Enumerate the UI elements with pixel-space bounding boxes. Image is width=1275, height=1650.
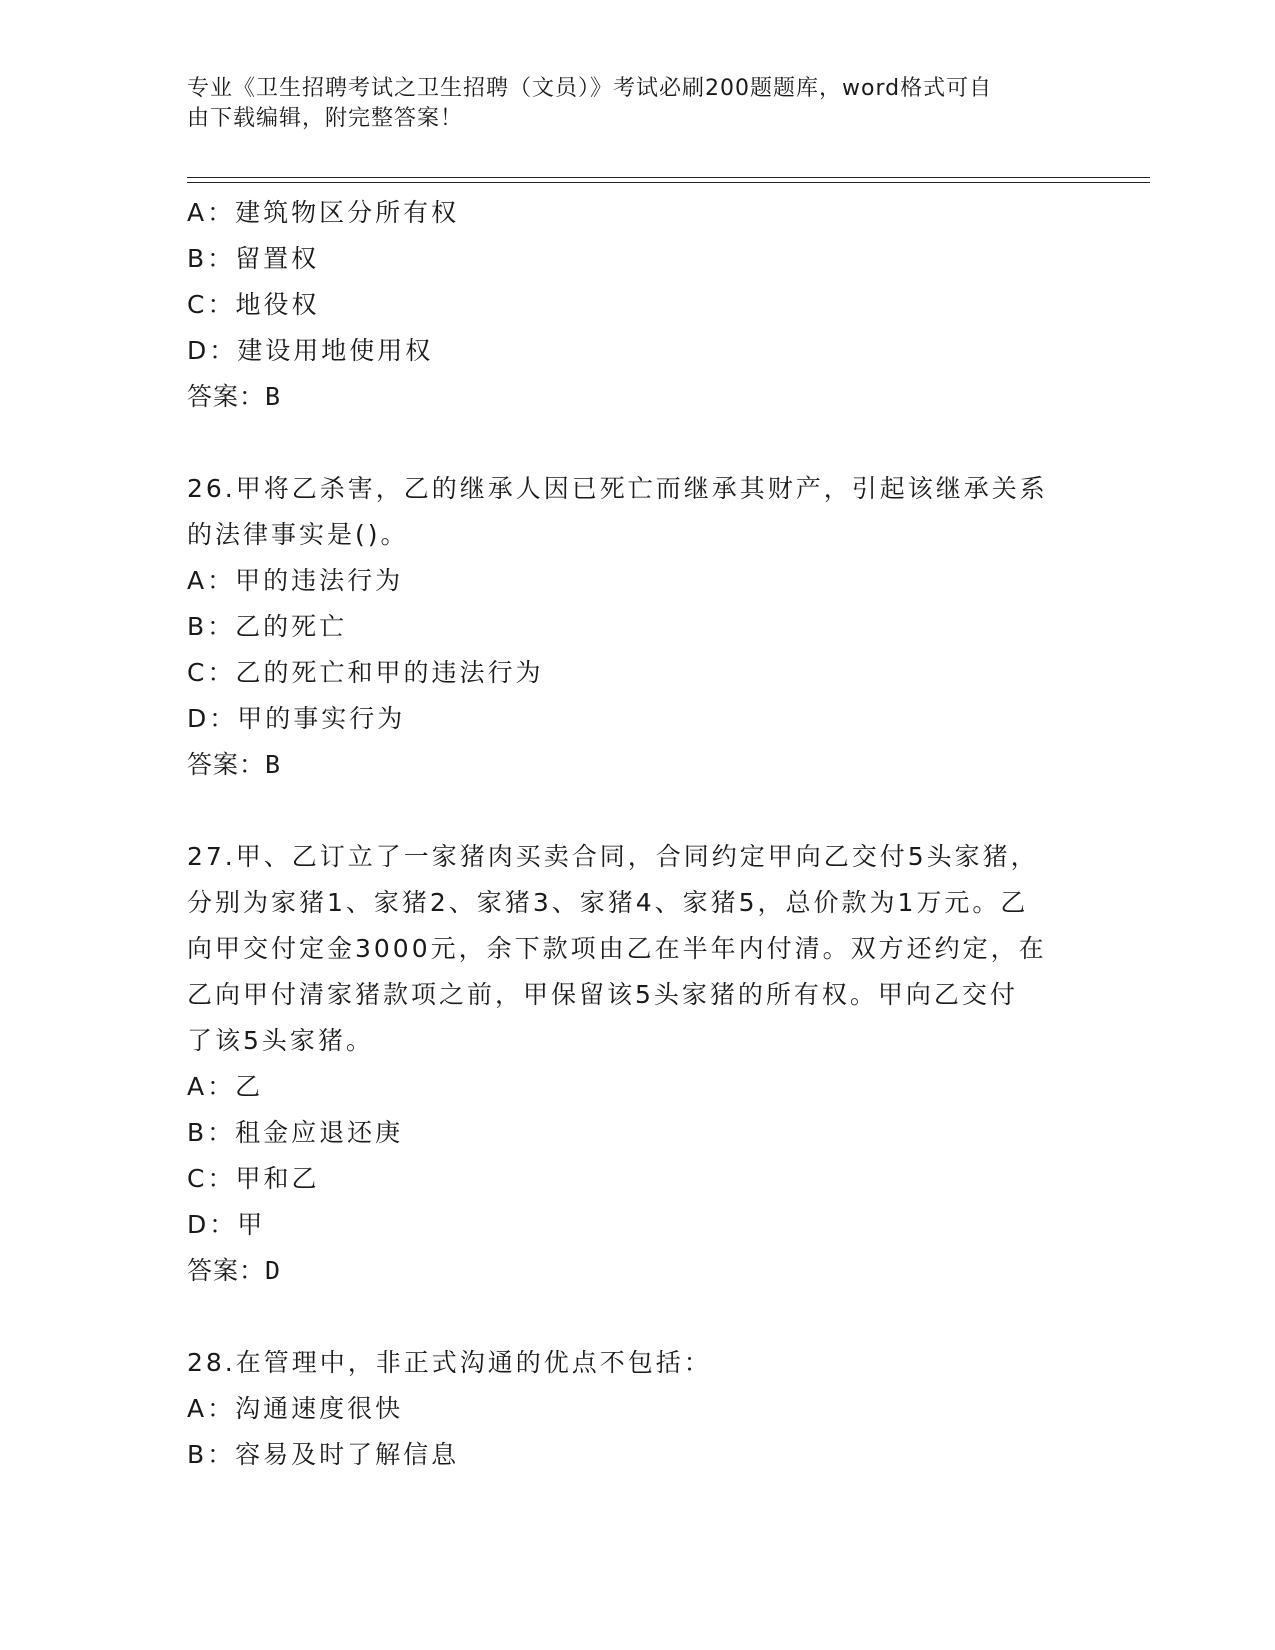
option-a: A：沟通速度很快	[187, 1394, 404, 1423]
option-d: D：甲	[187, 1210, 266, 1239]
option-a: A：乙	[187, 1072, 264, 1101]
question-stem-line: 27.甲、乙订立了一家猪肉买卖合同，合同约定甲向乙交付5头家猪，	[187, 842, 1039, 871]
question-stem-line: 的法律事实是()。	[187, 520, 409, 549]
document-header	[187, 74, 1067, 134]
question-26	[187, 466, 1087, 788]
answer-label: 答案：	[187, 382, 266, 411]
answer-value: B	[265, 382, 282, 411]
question-stem-line: 分别为家猪1、家猪2、家猪3、家猪4、家猪5，总价款为1万元。乙	[187, 888, 1029, 917]
option-d: D：甲的事实行为	[187, 704, 406, 733]
question-stem-line: 28.在管理中，非正式沟通的优点不包括：	[187, 1348, 712, 1377]
header-line-1: 专业《卫生招聘考试之卫生招聘（文员）》考试必刷200题题库，word格式可自	[187, 76, 993, 101]
answer-label: 答案：	[187, 1256, 266, 1285]
answer-line	[187, 742, 1087, 788]
answer-label: 答案：	[187, 750, 266, 779]
option-b: B：租金应退还庚	[187, 1118, 404, 1147]
option-b: B：乙的死亡	[187, 612, 348, 641]
header-rule-bottom	[187, 182, 1150, 183]
header-line-2: 由下载编辑，附完整答案！	[187, 106, 464, 131]
option-a: A：建筑物区分所有权	[187, 198, 460, 227]
question-stem-line: 向甲交付定金3000元，余下款项由乙在半年内付清。双方还约定，在	[187, 934, 1047, 963]
question-stem-line: 了该5头家猪。	[187, 1026, 374, 1055]
option-a: A：甲的违法行为	[187, 566, 404, 595]
option-b: B：留置权	[187, 244, 320, 273]
answer-value: D	[265, 1256, 282, 1285]
question-stem-line: 26.甲将乙杀害，乙的继承人因已死亡而继承其财产，引起该继承关系	[187, 474, 1048, 503]
question-25	[187, 190, 1087, 420]
question-list	[187, 190, 1087, 1478]
header-rule-top	[187, 177, 1150, 178]
option-c: C：甲和乙	[187, 1164, 320, 1193]
option-c: C：乙的死亡和甲的违法行为	[187, 658, 544, 687]
answer-line	[187, 1248, 1087, 1294]
question-27	[187, 834, 1087, 1294]
option-d: D：建设用地使用权	[187, 336, 434, 365]
question-28	[187, 1340, 1087, 1478]
option-c: C：地役权	[187, 290, 320, 319]
question-stem-line: 乙向甲付清家猪款项之前，甲保留该5头家猪的所有权。甲向乙交付	[187, 980, 1018, 1009]
answer-value: B	[265, 750, 282, 779]
option-b: B：容易及时了解信息	[187, 1440, 460, 1469]
answer-line	[187, 374, 1087, 420]
